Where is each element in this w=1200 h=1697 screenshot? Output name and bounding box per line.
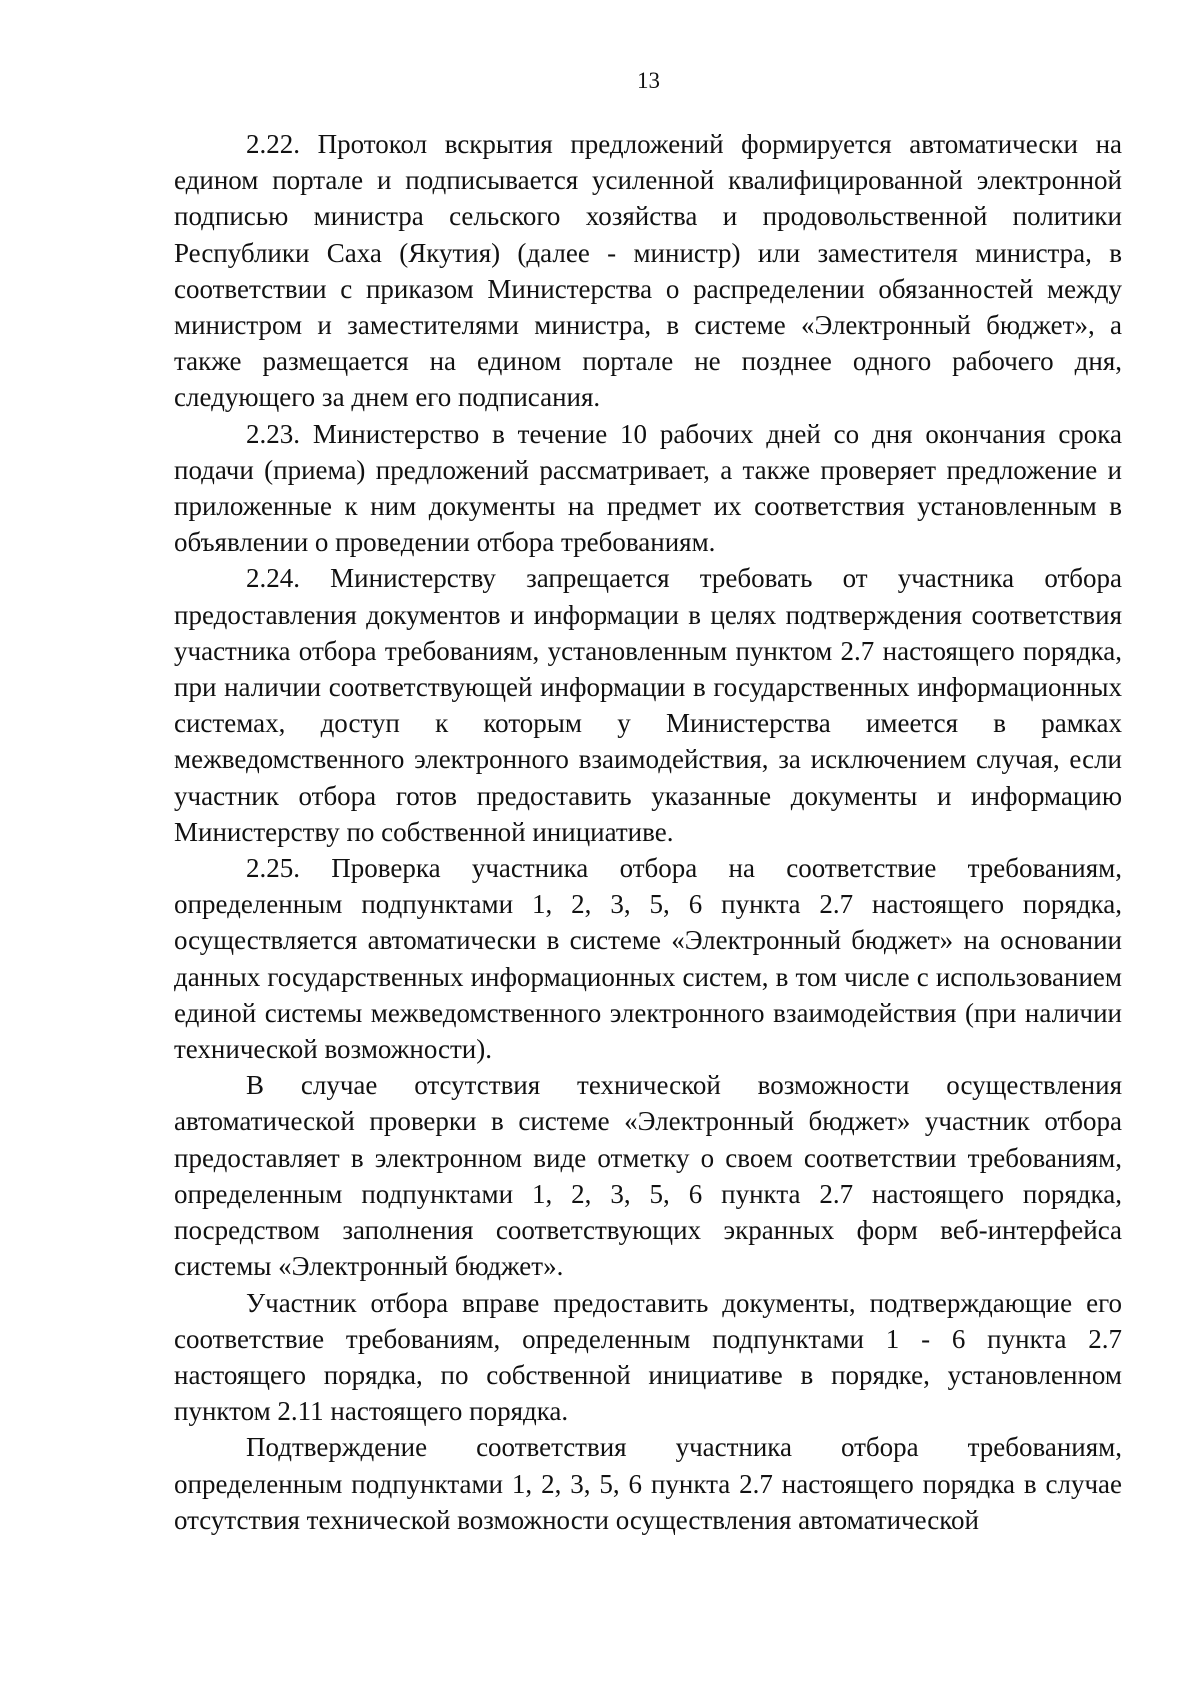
paragraph-2-23: 2.23. Министерство в течение 10 рабочих дней со дня окончания срока подачи (приема) предложений рассматривает, а также проверяет предложение и приложенные к ним документы на предмет их соответствия установленным в объявлении о проведении отбора требованиям. bbox=[174, 418, 1122, 558]
paragraph-2-22: 2.22. Протокол вскрытия предложений формируется автоматически на едином портале и подписывается усиленной квалифицированной электронной подписью министра сельского хозяйства и продовольственной политики Республики Саха (Якутия) (далее - министр) или заместителя министра, в соответствии с приказом Министерства о распределении обязанностей между министром и заместителями министра, в системе «Электронный бюджет», а также размещается на едином портале не позднее одного рабочего дня, следующего за днем его подписания. bbox=[174, 129, 1122, 413]
paragraph-2-24: 2.24. Министерству запрещается требовать от участника отбора предоставления документов и информации в целях подтверждения соответствия участника отбора требованиям, установленным пунктом 2.7 настоящего порядка, при наличии соответствующей информации в государственных информационных системах, доступ к которым у Министерства имеется в рамках межведомственного электронного взаимодействия, за исключением случая, если участник отбора готов предоставить указанные документы и информацию Министерству по собственной инициативе. bbox=[174, 563, 1122, 847]
page-number: 13 bbox=[637, 68, 660, 93]
paragraph-2-25: 2.25. Проверка участника отбора на соответствие требованиям, определенным подпунктами 1, 2, 3, 5, 6 пункта 2.7 настоящего порядка, осуществляется автоматически в системе «Электронный бюджет» на основании данных государственных информационных систем, в том числе с использованием единой системы межведомственного электронного взаимодействия (при наличии технической возможности). bbox=[174, 853, 1122, 1065]
paragraph-no-technical-possibility: В случае отсутствия технической возможности осуществления автоматической проверки в системе «Электронный бюджет» участник отбора предоставляет в электронном виде отметку о своем соответствии требованиям, определенным подпунктами 1, 2, 3, 5, 6 пункта 2.7 настоящего порядка, посредством заполнения соответствующих экранных форм веб-интерфейса системы «Электронный бюджет». bbox=[174, 1070, 1122, 1282]
document-body bbox=[174, 126, 1122, 1538]
paragraph-participant-right: Участник отбора вправе предоставить документы, подтверждающие его соответствие требованиям, определенным подпунктами 1 - 6 пункта 2.7 настоящего порядка, по собственной инициативе в порядке, установленном пунктом 2.11 настоящего порядка. bbox=[174, 1287, 1122, 1427]
paragraph-confirmation: Подтверждение соответствия участника отбора требованиям, определенным подпунктами 1, 2, 3, 5, 6 пункта 2.7 настоящего порядка в случае отсутствия технической возможности осуществления автоматической bbox=[174, 1432, 1122, 1535]
